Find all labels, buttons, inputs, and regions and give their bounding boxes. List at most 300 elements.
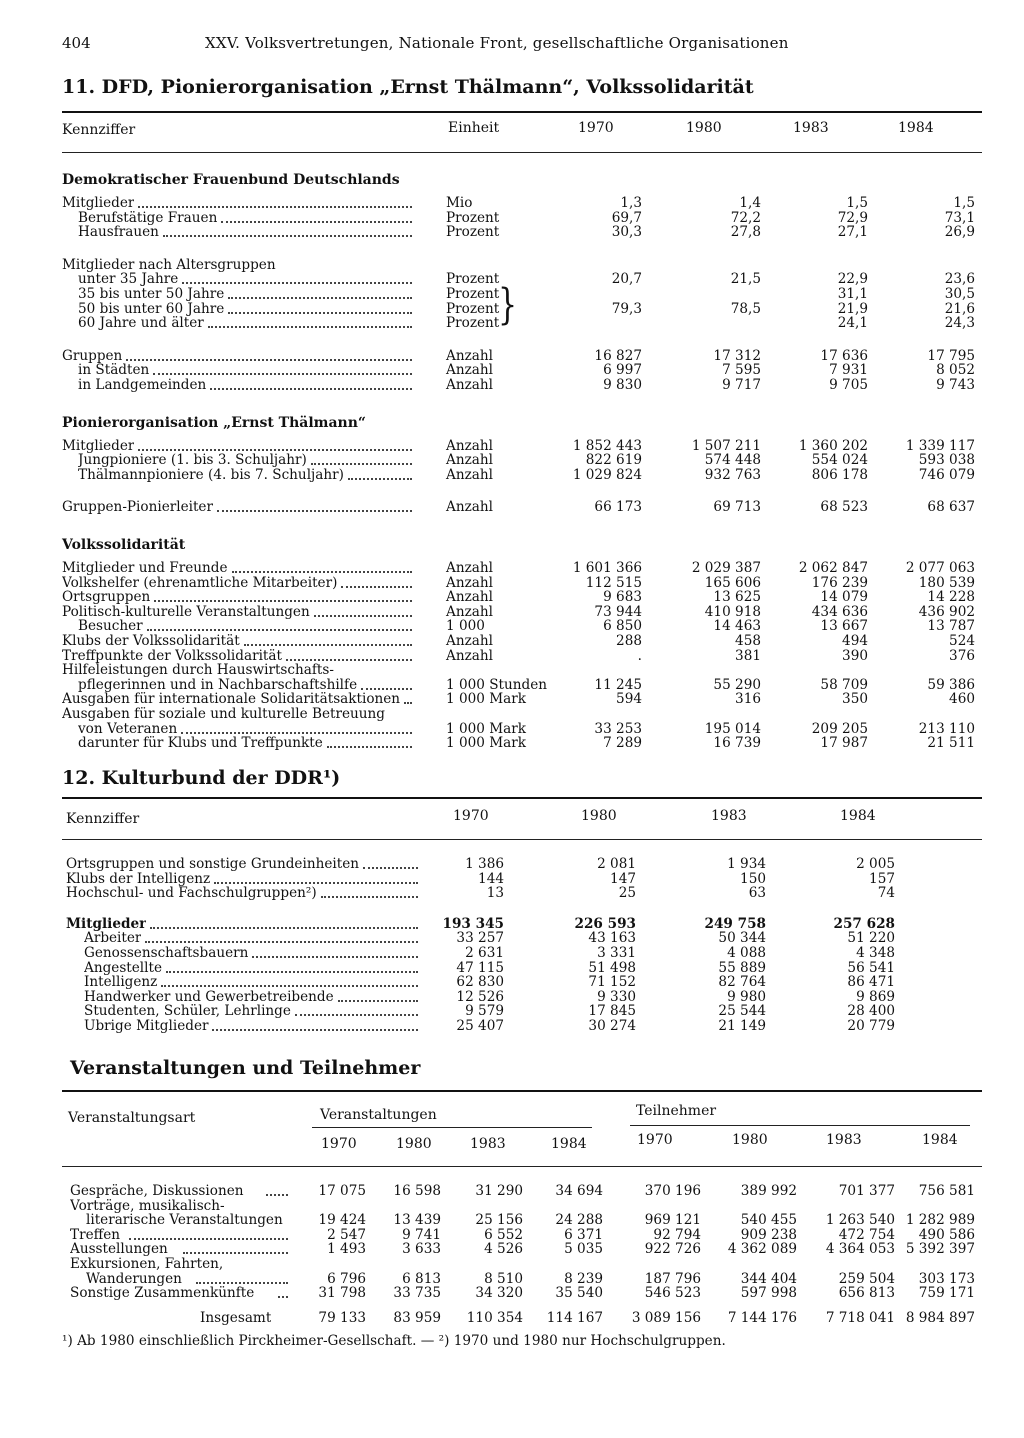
value-cell: 6 850 xyxy=(603,618,642,635)
value-cell: 74 xyxy=(877,885,895,902)
table-top-rule xyxy=(62,111,982,113)
table-row xyxy=(0,990,1024,1004)
unit-cell: Anzahl xyxy=(446,633,493,649)
table-row xyxy=(0,363,1024,377)
table-row xyxy=(0,1004,1024,1018)
value-cell: 110 354 xyxy=(466,1309,523,1326)
value-cell: 1 507 211 xyxy=(691,437,761,454)
column-header-year-1983: 1983 xyxy=(793,120,829,136)
dot-leader xyxy=(295,1004,418,1016)
row-label: Übrige Mitglieder xyxy=(84,1019,209,1033)
table-row xyxy=(0,692,1024,706)
value-cell: 4 362 089 xyxy=(727,1241,797,1258)
value-cell: 1 493 xyxy=(327,1241,366,1258)
column-header-year-1980: 1980 xyxy=(581,808,617,824)
value-cell: 257 628 xyxy=(833,915,895,932)
unit-cell: 1 000 Mark xyxy=(446,720,526,737)
value-cell: 490 586 xyxy=(918,1226,975,1243)
value-cell: 746 079 xyxy=(918,466,975,483)
value-cell: 24,3 xyxy=(944,315,975,332)
value-cell: 922 726 xyxy=(644,1241,701,1258)
dot-leader xyxy=(161,975,418,987)
unit-cell: Anzahl xyxy=(446,452,493,469)
value-cell: 20 779 xyxy=(847,1018,895,1034)
value-cell: 56 541 xyxy=(847,959,895,976)
row-label: Arbeiter xyxy=(84,931,142,946)
value-cell: 51 498 xyxy=(588,959,636,976)
value-cell: 932 763 xyxy=(704,466,761,483)
dot-leader xyxy=(129,1228,288,1240)
value-cell: 389 992 xyxy=(740,1183,797,1199)
value-cell: 7 595 xyxy=(722,362,761,379)
group-title: Pionierorganisation „Ernst Thälmann“ xyxy=(62,414,366,431)
row-label: Hilfeleistungen durch Hauswirtschafts- xyxy=(62,663,334,678)
table-row xyxy=(0,1286,1024,1300)
dot-leader xyxy=(244,634,412,646)
dot-leader xyxy=(314,605,412,617)
header-bottom-rule xyxy=(62,152,982,153)
dot-leader xyxy=(361,678,412,690)
brace-mark: } xyxy=(498,280,518,330)
value-cell: 6 997 xyxy=(603,362,642,379)
value-cell: 33 253 xyxy=(594,720,642,737)
value-cell: 27,1 xyxy=(837,224,868,241)
table-row xyxy=(0,605,1024,619)
row-label: Ausgaben für soziale und kulturelle Betreuung xyxy=(62,707,385,721)
value-cell: 187 796 xyxy=(644,1270,701,1287)
value-cell: 344 404 xyxy=(740,1270,797,1287)
row-label: Ausstellungen xyxy=(70,1242,168,1257)
unit-cell: Anzahl xyxy=(446,377,493,393)
dot-leader xyxy=(278,1286,288,1298)
table-row xyxy=(0,736,1024,750)
row-label: Wanderungen xyxy=(86,1271,182,1286)
value-cell: 436 902 xyxy=(918,603,975,620)
table-row xyxy=(0,619,1024,633)
row-label: Politisch-kulturelle Veranstaltungen xyxy=(62,604,310,619)
dot-leader xyxy=(252,946,418,958)
value-cell: 540 455 xyxy=(740,1212,797,1229)
row-label: Mitglieder xyxy=(62,196,135,210)
unit-cell: 1 000 Stunden xyxy=(446,676,548,693)
unit-cell: Anzahl xyxy=(446,347,493,364)
column-header-year: 1970 xyxy=(321,1136,357,1152)
value-cell: 17 312 xyxy=(713,347,761,364)
value-cell: 9 330 xyxy=(597,988,636,1005)
value-cell: 47 115 xyxy=(456,959,504,976)
value-cell: 34 320 xyxy=(475,1285,523,1302)
column-header-year-1983: 1983 xyxy=(711,808,747,824)
value-cell: 8 510 xyxy=(484,1270,523,1287)
value-cell: 574 448 xyxy=(704,452,761,469)
table-row xyxy=(0,857,1024,871)
value-cell: 79 133 xyxy=(318,1309,366,1326)
table-row xyxy=(0,634,1024,648)
unit-cell: Prozent xyxy=(446,286,500,302)
table-row xyxy=(0,886,1024,900)
value-cell: 410 918 xyxy=(704,603,761,620)
value-cell: 180 539 xyxy=(918,574,975,591)
row-label: 60 Jahre und älter xyxy=(78,316,204,331)
value-cell: 66 173 xyxy=(594,499,642,516)
dot-leader xyxy=(208,316,412,328)
table-row xyxy=(0,1242,1024,1256)
value-cell: 33 735 xyxy=(393,1285,441,1302)
value-cell: 213 110 xyxy=(918,720,975,737)
table-row xyxy=(0,211,1024,225)
table-row xyxy=(0,196,1024,210)
row-label: literarische Veranstaltungen xyxy=(86,1213,283,1228)
row-label: Genossenschaftsbauern xyxy=(84,946,249,960)
row-label: 50 bis unter 60 Jahre xyxy=(78,301,225,316)
value-cell: 6 371 xyxy=(564,1226,603,1243)
value-cell: 472 754 xyxy=(838,1226,895,1243)
section-veranstaltungen-title: Veranstaltungen und Teilnehmer xyxy=(70,1057,421,1079)
table-row xyxy=(0,1228,1024,1242)
value-cell: 3 633 xyxy=(402,1241,441,1258)
value-cell: 1 934 xyxy=(727,856,766,872)
dot-leader xyxy=(348,468,412,480)
value-cell: 4 526 xyxy=(484,1241,523,1258)
value-cell: 78,5 xyxy=(730,300,761,317)
table-row xyxy=(0,561,1024,575)
value-cell: 909 238 xyxy=(740,1226,797,1243)
unit-cell: Anzahl xyxy=(446,499,493,516)
value-cell: 30,5 xyxy=(944,286,975,302)
value-cell: 9 683 xyxy=(603,589,642,606)
value-cell: 8 052 xyxy=(936,362,975,379)
value-cell: 71 152 xyxy=(588,974,636,991)
group-rule-teilnehmer xyxy=(630,1125,970,1126)
value-cell: 303 173 xyxy=(918,1270,975,1287)
table-row xyxy=(0,1257,1024,1271)
value-cell: 390 xyxy=(842,647,868,664)
value-cell: 31 798 xyxy=(318,1285,366,1302)
value-cell: 24,1 xyxy=(837,315,868,332)
value-cell: 7 718 041 xyxy=(825,1309,895,1326)
column-header-kennziffer: Kennziffer xyxy=(62,122,136,138)
value-cell: 1,3 xyxy=(620,195,642,211)
dot-leader xyxy=(341,576,412,588)
dot-leader xyxy=(217,500,412,512)
row-label: Berufstätige Frauen xyxy=(78,210,218,225)
value-cell: 34 694 xyxy=(555,1183,603,1199)
value-cell: 9 705 xyxy=(829,377,868,393)
row-label: Gruppen-Pionierleiter xyxy=(62,500,213,515)
value-cell: 73,1 xyxy=(944,209,975,226)
value-cell: 209 205 xyxy=(811,720,868,737)
row-label: Jungpioniere (1. bis 3. Schuljahr) xyxy=(78,453,307,468)
value-cell: 31,1 xyxy=(837,286,868,302)
value-cell: 701 377 xyxy=(838,1183,895,1199)
dot-leader xyxy=(147,619,412,631)
value-cell: 370 196 xyxy=(644,1183,701,1199)
value-cell: 21,6 xyxy=(944,300,975,317)
dot-leader xyxy=(145,931,418,943)
value-cell: 376 xyxy=(949,647,975,664)
value-cell: 756 581 xyxy=(918,1183,975,1199)
column-header-group-veranstaltungen: Veranstaltungen xyxy=(320,1107,437,1123)
value-cell: 1 360 202 xyxy=(798,437,868,454)
row-label: Ortsgruppen und sonstige Grundeinheiten xyxy=(66,857,359,871)
unit-cell: Mio xyxy=(446,195,473,211)
row-label: Mitglieder und Freunde xyxy=(62,561,228,575)
row-label: Mitglieder xyxy=(62,438,135,453)
table-row xyxy=(0,453,1024,467)
value-cell: 157 xyxy=(869,870,895,887)
unit-cell: Anzahl xyxy=(446,437,493,454)
value-cell: 19 424 xyxy=(318,1212,366,1229)
row-label: Gespräche, Diskussionen xyxy=(70,1184,244,1198)
value-cell: 27,8 xyxy=(730,224,761,241)
row-label: in Städten xyxy=(78,363,150,378)
row-label: in Landgemeinden xyxy=(78,378,207,392)
value-cell: 25 156 xyxy=(475,1212,523,1229)
section-11-title: 11. DFD, Pionierorganisation „Ernst Thälmann“, Volkssolidarität xyxy=(62,76,754,98)
table-row xyxy=(0,961,1024,975)
row-label: Angestellte xyxy=(84,960,163,975)
value-cell: 72,2 xyxy=(730,209,761,226)
table-row xyxy=(0,872,1024,886)
value-cell: 16 827 xyxy=(594,347,642,364)
dot-leader xyxy=(138,196,412,208)
value-cell: 16 598 xyxy=(393,1183,441,1199)
table-row xyxy=(0,722,1024,736)
dot-leader xyxy=(153,363,412,375)
row-label: Besucher xyxy=(78,619,143,634)
value-cell: 82 764 xyxy=(718,974,766,991)
unit-cell: 1 000 xyxy=(446,618,485,635)
value-cell: 656 813 xyxy=(838,1285,895,1302)
value-cell: 9 830 xyxy=(603,377,642,393)
dot-leader xyxy=(196,1272,288,1284)
row-label: Klubs der Volkssolidarität xyxy=(62,634,240,648)
dot-leader xyxy=(266,1184,288,1196)
value-cell: 14 463 xyxy=(713,618,761,635)
row-label: Thälmannpioniere (4. bis 7. Schuljahr) xyxy=(78,467,344,482)
dot-leader xyxy=(154,590,412,602)
value-cell: 1,5 xyxy=(846,195,868,211)
value-cell: 193 345 xyxy=(442,915,504,932)
value-cell: 4 348 xyxy=(856,945,895,961)
table-row xyxy=(0,590,1024,604)
value-cell: 3 089 156 xyxy=(631,1309,701,1326)
value-cell: 30 274 xyxy=(588,1018,636,1034)
value-cell: 30,3 xyxy=(611,224,642,241)
table-row xyxy=(0,225,1024,239)
group-rule-veranstaltungen xyxy=(312,1127,592,1128)
row-label: Studenten, Schüler, Lehrlinge xyxy=(84,1004,291,1019)
value-cell: 8 239 xyxy=(564,1270,603,1287)
value-cell: 43 163 xyxy=(588,930,636,947)
group-title: Volkssolidarität xyxy=(62,537,186,553)
unit-cell: Anzahl xyxy=(446,466,493,483)
row-label: Ausgaben für internationale Solidaritätsaktionen xyxy=(62,692,401,707)
value-cell: 20,7 xyxy=(611,271,642,288)
value-cell: 9 741 xyxy=(402,1226,441,1243)
row-label: Hochschul- und Fachschulgruppen²) xyxy=(66,886,317,901)
unit-cell: Anzahl xyxy=(446,574,493,591)
value-cell: 69,7 xyxy=(611,209,642,226)
table-row xyxy=(0,378,1024,392)
value-cell: 50 344 xyxy=(718,930,766,947)
value-cell: 114 167 xyxy=(546,1309,603,1326)
value-cell: 11 245 xyxy=(594,676,642,693)
value-cell: 13 625 xyxy=(713,589,761,606)
value-cell: 12 526 xyxy=(456,988,504,1005)
table-row xyxy=(0,258,1024,272)
unit-cell: Anzahl xyxy=(446,647,493,664)
unit-cell: Anzahl xyxy=(446,560,493,576)
value-cell: 593 038 xyxy=(918,452,975,469)
value-cell: 51 220 xyxy=(847,930,895,947)
value-cell: 288 xyxy=(616,633,642,649)
table-row xyxy=(0,439,1024,453)
value-cell: 759 171 xyxy=(918,1285,975,1302)
value-cell: 9 579 xyxy=(465,1003,504,1020)
value-cell: 73 944 xyxy=(594,603,642,620)
table-row xyxy=(0,349,1024,363)
value-cell: 2 029 387 xyxy=(691,560,761,576)
row-label: Volkshelfer (ehrenamtliche Mitarbeiter) xyxy=(62,575,338,590)
table-row xyxy=(0,500,1024,514)
value-cell: 1 263 540 xyxy=(825,1212,895,1229)
dot-leader xyxy=(166,961,418,973)
column-header-year: 1984 xyxy=(922,1132,958,1148)
table-row xyxy=(0,1199,1024,1213)
chapter-title: XXV. Volksvertretungen, Nationale Front, gesellschaftliche Organisationen xyxy=(205,34,789,52)
row-label: Vorträge, musikalisch- xyxy=(70,1198,225,1213)
value-cell: 2 062 847 xyxy=(798,560,868,576)
value-cell: 35 540 xyxy=(555,1285,603,1302)
value-cell: 226 593 xyxy=(574,915,636,932)
value-cell: 7 144 176 xyxy=(727,1309,797,1326)
value-cell: 112 515 xyxy=(585,574,642,591)
value-cell: 58 709 xyxy=(820,676,868,693)
row-label: Insgesamt xyxy=(200,1310,272,1325)
dot-leader xyxy=(183,1242,288,1254)
table-row xyxy=(0,1213,1024,1227)
value-cell: 55 889 xyxy=(718,959,766,976)
dot-leader xyxy=(210,378,412,390)
column-header-year-1970: 1970 xyxy=(578,120,614,136)
value-cell: 1,5 xyxy=(953,195,975,211)
total-row xyxy=(0,1311,1024,1325)
table-row xyxy=(0,917,1024,931)
value-cell: 55 290 xyxy=(713,676,761,693)
value-cell: 72,9 xyxy=(837,209,868,226)
footnote: ¹) Ab 1980 einschließlich Pirckheimer-Gesellschaft. — ²) 1970 und 1980 nur Hochschulgruppen. xyxy=(62,1333,726,1349)
value-cell: 1 852 443 xyxy=(572,437,642,454)
table-row xyxy=(0,649,1024,663)
value-cell: 9 980 xyxy=(727,988,766,1005)
value-cell: 83 959 xyxy=(393,1309,441,1326)
column-header-kennziffer: Kennziffer xyxy=(66,811,140,827)
value-cell: 59 386 xyxy=(927,676,975,693)
value-cell: 21 511 xyxy=(927,735,975,752)
value-cell: 546 523 xyxy=(644,1285,701,1302)
row-label: unter 35 Jahre xyxy=(78,272,179,287)
value-cell: 150 xyxy=(740,870,766,887)
table-row xyxy=(0,975,1024,989)
value-cell: 195 014 xyxy=(704,720,761,737)
row-label: Treffen xyxy=(70,1227,121,1242)
dot-leader xyxy=(363,857,418,869)
row-label: Sonstige Zusammenkünfte xyxy=(70,1286,255,1301)
value-cell: 494 xyxy=(842,633,868,649)
row-label: Hausfrauen xyxy=(78,225,159,240)
unit-cell: Prozent xyxy=(446,271,500,288)
unit-cell: Anzahl xyxy=(446,362,493,379)
value-cell: 4 088 xyxy=(727,945,766,961)
value-cell: 350 xyxy=(842,691,868,708)
value-cell: 22,9 xyxy=(837,271,868,288)
value-cell: 969 121 xyxy=(644,1212,701,1229)
value-cell: 17 636 xyxy=(820,347,868,364)
dot-leader xyxy=(182,272,412,284)
column-header-year: 1984 xyxy=(551,1136,587,1152)
column-header-year-1980: 1980 xyxy=(686,120,722,136)
unit-cell: Prozent xyxy=(446,300,500,317)
dot-leader xyxy=(138,439,412,451)
value-cell: 7 289 xyxy=(603,735,642,752)
column-header-year: 1980 xyxy=(732,1132,768,1148)
value-cell: 7 931 xyxy=(829,362,868,379)
table-row xyxy=(0,931,1024,945)
value-cell: 2 005 xyxy=(856,856,895,872)
value-cell: 460 xyxy=(949,691,975,708)
value-cell: 8 984 897 xyxy=(905,1309,975,1326)
value-cell: 23,6 xyxy=(944,271,975,288)
value-cell: 1 339 117 xyxy=(905,437,975,454)
value-cell: 1 282 989 xyxy=(905,1212,975,1229)
table-row xyxy=(0,707,1024,721)
value-cell: 2 081 xyxy=(597,856,636,872)
value-cell: 62 830 xyxy=(456,974,504,991)
dot-leader xyxy=(228,287,412,299)
value-cell: 1 386 xyxy=(465,856,504,872)
table-top-rule xyxy=(62,797,982,799)
value-cell: 9 869 xyxy=(856,988,895,1005)
value-cell: 806 178 xyxy=(811,466,868,483)
row-label: pflegerinnen und in Nachbarschaftshilfe xyxy=(78,677,358,692)
row-label: Treffpunkte der Volkssolidarität xyxy=(62,648,282,663)
value-cell: 21,9 xyxy=(837,300,868,317)
table-top-rule xyxy=(62,1090,982,1092)
section-12-title: 12. Kulturbund der DDR¹) xyxy=(62,767,341,789)
dot-leader xyxy=(163,225,412,237)
value-cell: 25 xyxy=(618,885,636,902)
value-cell: 434 636 xyxy=(811,603,868,620)
column-header-year: 1983 xyxy=(470,1136,506,1152)
dot-leader xyxy=(286,649,412,661)
row-label: Gruppen xyxy=(62,348,123,363)
value-cell: 79,3 xyxy=(611,300,642,317)
value-cell: 13 667 xyxy=(820,618,868,635)
value-cell: 1 029 824 xyxy=(572,466,642,483)
row-label: Handwerker und Gewerbetreibende xyxy=(84,989,334,1004)
value-cell: 86 471 xyxy=(847,974,895,991)
header-bottom-rule xyxy=(62,839,982,840)
table-row xyxy=(0,576,1024,590)
unit-cell: Anzahl xyxy=(446,589,493,606)
value-cell: 92 794 xyxy=(653,1226,701,1243)
value-cell: 249 758 xyxy=(704,915,766,932)
row-label: Ortsgruppen xyxy=(62,590,151,605)
row-label: darunter für Klubs und Treffpunkte xyxy=(78,736,323,751)
value-cell: 6 813 xyxy=(402,1270,441,1287)
value-cell: 2 547 xyxy=(327,1226,366,1243)
